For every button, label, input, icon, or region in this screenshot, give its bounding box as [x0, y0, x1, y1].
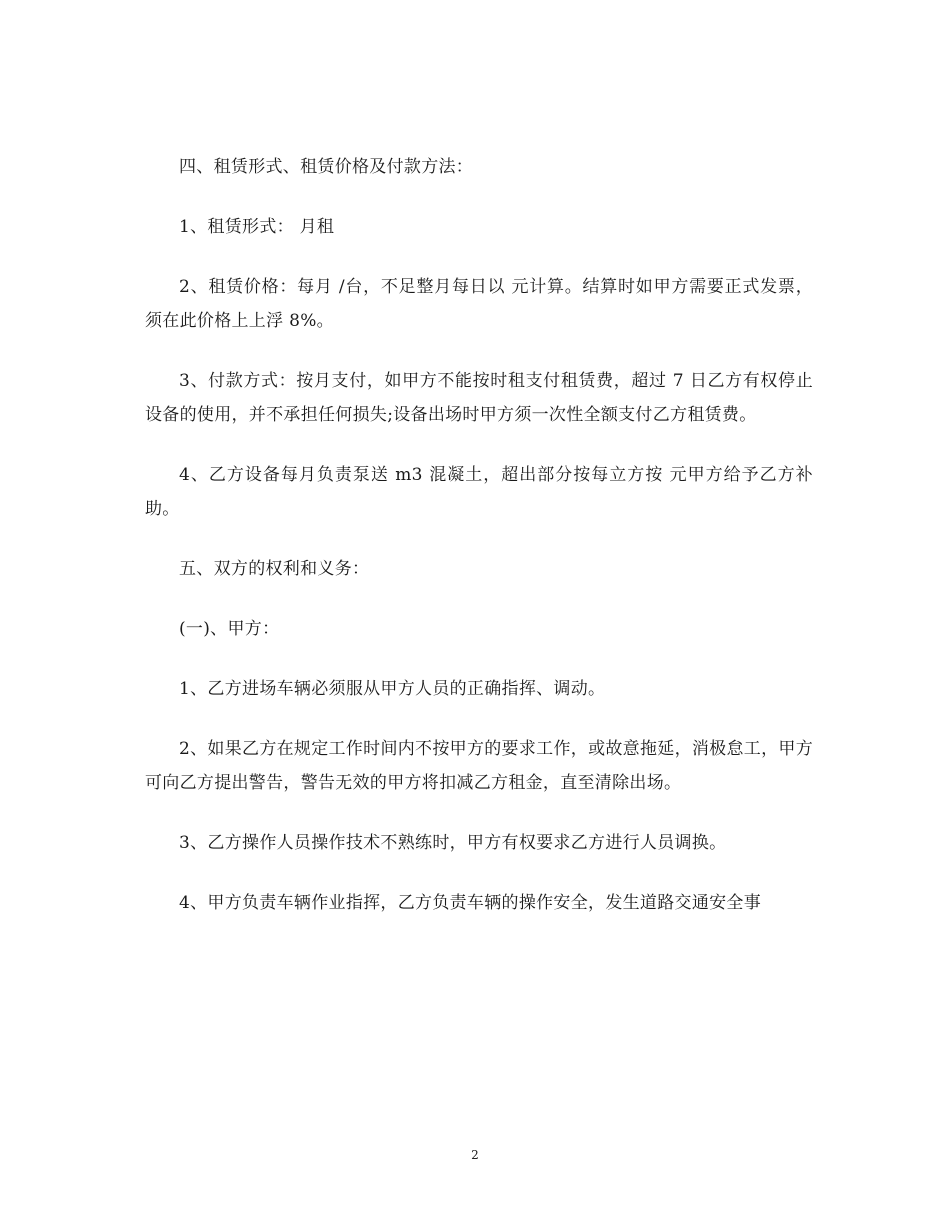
subsection-heading-party-a: (一)、甲方：: [179, 619, 280, 639]
paragraph-party-a-item-2: 2、如果乙方在规定工作时间内不按甲方的要求工作，或故意拖延，消极怠工，甲方可向乙方提出警告，警告无效的甲方将扣减乙方租金，直至清除出场。: [145, 739, 813, 793]
document-body: [145, 150, 813, 946]
page-number: 2: [471, 1148, 479, 1162]
paragraph-party-a-item-1: 1、乙方进场车辆必须服从甲方人员的正确指挥、调动。: [179, 679, 606, 699]
section-heading-rights-obligations: 五、双方的权利和义务：: [179, 559, 370, 579]
section-heading-lease-terms: 四、租赁形式、租赁价格及付款方法：: [179, 157, 474, 177]
paragraph-party-a-item-3: 3、乙方操作人员操作技术不熟练时，甲方有权要求乙方进行人员调换。: [179, 833, 727, 853]
paragraph-pumping-volume: 4、乙方设备每月负责泵送 m3 混凝土，超出部分按每立方按 元甲方给予乙方补助。: [145, 465, 813, 519]
paragraph-lease-form: 1、租赁形式： 月租: [179, 217, 335, 237]
paragraph-payment-method: 3、付款方式：按月支付，如甲方不能按时租支付租赁费，超过 7 日乙方有权停止设备的使用，并不承担任何损失;设备出场时甲方须一次性全额支付乙方租赁费。: [145, 371, 813, 425]
paragraph-lease-price: 2、租赁价格：每月 /台，不足整月每日以 元计算。结算时如甲方需要正式发票，须在此价格上上浮 8%。: [145, 277, 813, 331]
paragraph-party-a-item-4: 4、甲方负责车辆作业指挥，乙方负责车辆的操作安全，发生道路交通安全事: [179, 893, 762, 913]
